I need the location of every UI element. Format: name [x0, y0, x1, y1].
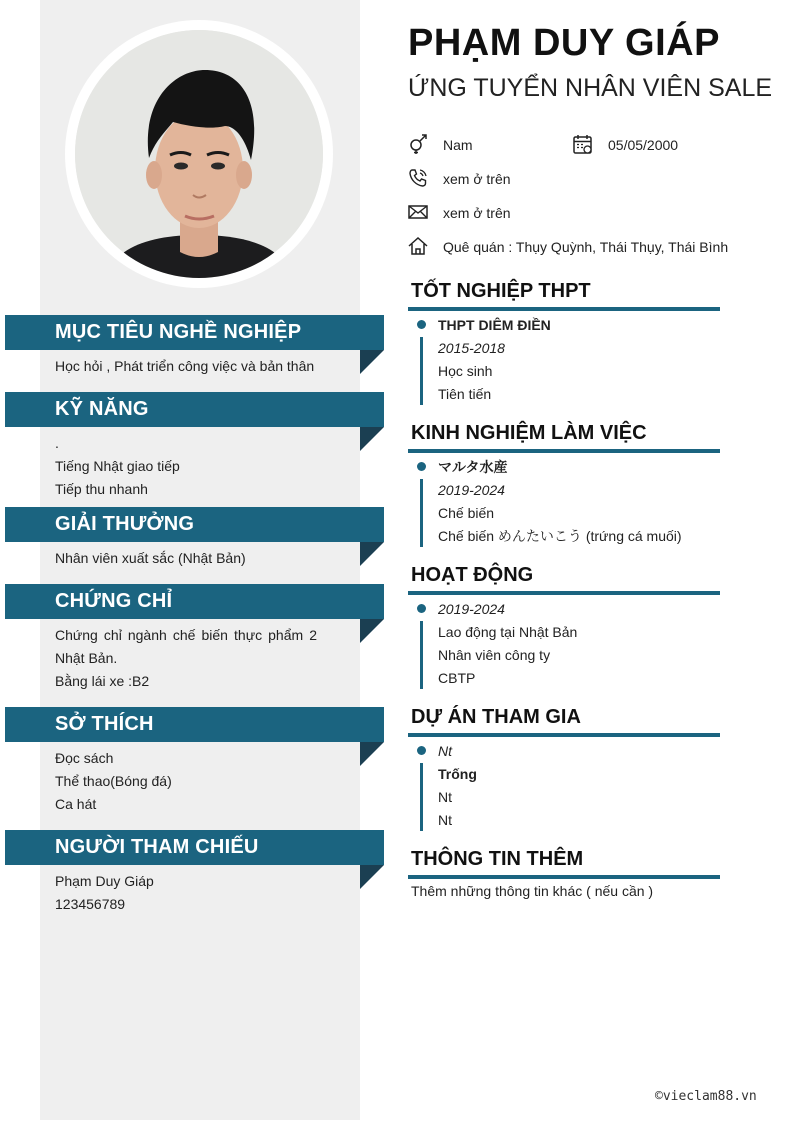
- education-dot: [417, 320, 426, 329]
- objective-fold: [360, 350, 384, 374]
- home-icon: [407, 235, 429, 257]
- avatar-portrait: [75, 30, 323, 278]
- birthday-value: 05/05/2000: [608, 137, 679, 153]
- experience-company: マルタ水産: [438, 459, 508, 475]
- hobbies-fold: [360, 742, 384, 766]
- phone-icon: [407, 167, 429, 189]
- mail-icon: [407, 201, 429, 223]
- activities-title: HOẠT ĐỘNG: [411, 564, 534, 586]
- experience-period: 2019-2024: [438, 482, 505, 498]
- certs-line: Nhật Bản.: [55, 650, 118, 666]
- activities-timeline: [420, 621, 423, 689]
- references-title: NGƯỜI THAM CHIẾU: [55, 836, 259, 858]
- education-role: Học sinh: [438, 363, 493, 379]
- certs-fold: [360, 619, 384, 643]
- certs-content: [55, 624, 317, 693]
- projects-line: Nt: [438, 789, 452, 805]
- education-timeline: [420, 337, 423, 405]
- objective-header: [5, 315, 384, 350]
- projects-timeline: [420, 763, 423, 831]
- watermark: ©vieclam88.vn: [655, 1089, 757, 1104]
- activities-rule: [408, 591, 720, 595]
- objective-title: MỤC TIÊU NGHỀ NGHIỆP: [55, 321, 302, 343]
- references-header: [5, 830, 384, 865]
- skills-fold: [360, 427, 384, 451]
- hobbies-line: Ca hát: [55, 796, 97, 812]
- hobbies-title: SỞ THÍCH: [55, 713, 154, 735]
- objective-line: Học hỏi , Phát triển công việc và bản thân: [55, 358, 315, 374]
- projects-name: Trống: [438, 766, 477, 782]
- experience-dot: [417, 462, 426, 471]
- education-rule: [408, 307, 720, 311]
- skills-line: Tiếng Nhật giao tiếp: [55, 458, 180, 474]
- references-line: Phạm Duy Giáp: [55, 873, 154, 889]
- education-period: 2015-2018: [438, 340, 505, 356]
- gender-value: Nam: [443, 137, 473, 153]
- candidate-name: PHẠM DUY GIÁP: [408, 22, 720, 64]
- calendar-icon: [572, 133, 594, 155]
- experience-role: Chế biến: [438, 505, 495, 521]
- extra-title: THÔNG TIN THÊM: [411, 848, 584, 870]
- references-line: 123456789: [55, 896, 126, 912]
- projects-line: Nt: [438, 812, 452, 828]
- hobbies-line: Thể thao(Bóng đá): [55, 773, 172, 789]
- skills-header: [5, 392, 384, 427]
- experience-timeline: [420, 479, 423, 547]
- activities-line: Lao động tại Nhật Bản: [438, 624, 578, 640]
- email-value: xem ở trên: [443, 205, 511, 221]
- avatar: [75, 30, 323, 278]
- awards-line: Nhân viên xuất sắc (Nhật Bản): [55, 550, 246, 566]
- hobbies-content: [55, 747, 317, 816]
- projects-title: DỰ ÁN THAM GIA: [411, 706, 581, 728]
- certs-line: Chứng chỉ ngành chế biến thực phẩm 2: [55, 627, 317, 643]
- activities-period: 2019-2024: [438, 601, 505, 617]
- hometown-value: Quê quán : Thụy Quỳnh, Thái Thụy, Thái Bình: [443, 239, 729, 255]
- activities-line: CBTP: [438, 670, 476, 686]
- hobbies-header: [5, 707, 384, 742]
- extra-rule: [408, 875, 720, 879]
- skills-line: .: [55, 435, 59, 451]
- activities-line: Nhân viên công ty: [438, 647, 551, 663]
- gender-icon: [407, 133, 429, 155]
- phone-value: xem ở trên: [443, 171, 511, 187]
- education-note: Tiên tiến: [438, 386, 492, 402]
- projects-dot: [417, 746, 426, 755]
- references-content: [55, 870, 317, 916]
- awards-fold: [360, 542, 384, 566]
- awards-header: [5, 507, 384, 542]
- education-school: THPT DIÊM ĐIỀN: [438, 317, 551, 333]
- certs-line: Bằng lái xe :B2: [55, 673, 150, 689]
- skills-line: Tiếp thu nhanh: [55, 481, 148, 497]
- activities-dot: [417, 604, 426, 613]
- awards-title: GIẢI THƯỞNG: [55, 513, 195, 535]
- education-title: TỐT NGHIỆP THPT: [411, 280, 591, 302]
- hobbies-line: Đọc sách: [55, 750, 114, 766]
- awards-content: [55, 547, 317, 570]
- extra-text: Thêm những thông tin khác ( nếu cần ): [411, 883, 654, 899]
- references-fold: [360, 865, 384, 889]
- skills-content: [55, 432, 317, 501]
- certs-header: [5, 584, 384, 619]
- objective-content: [55, 355, 317, 378]
- certs-title: CHỨNG CHỈ: [55, 590, 173, 612]
- projects-rule: [408, 733, 720, 737]
- projects-period: Nt: [438, 743, 452, 759]
- skills-title: KỸ NĂNG: [55, 398, 149, 420]
- experience-note: Chế biến めんたいこう (trứng cá muối): [438, 528, 682, 544]
- candidate-position: ỨNG TUYỂN NHÂN VIÊN SALE: [408, 74, 773, 102]
- experience-title: KINH NGHIỆM LÀM VIỆC: [411, 422, 647, 444]
- experience-rule: [408, 449, 720, 453]
